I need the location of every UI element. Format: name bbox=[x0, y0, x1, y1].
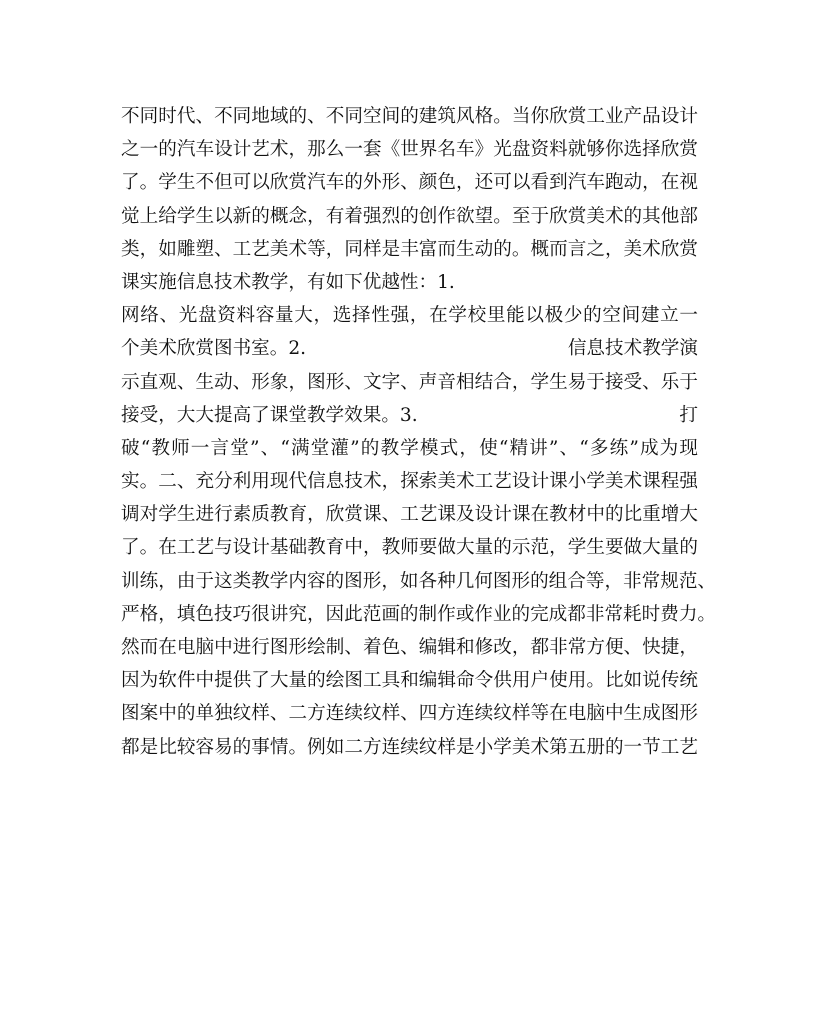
text-line: 破“教师一言堂”、“满堂灌”的教学模式，使“精讲”、“多练”成为现 bbox=[121, 437, 698, 459]
document-body bbox=[121, 104, 717, 768]
text-line-right: 打 bbox=[679, 404, 698, 426]
text-line: 训练，由于这类教学内容的图形，如各种几何图形的组合等，非常规范、 bbox=[121, 570, 717, 592]
text-line: 调对学生进行素质教育，欣赏课、工艺课及设计课在教材中的比重增大 bbox=[121, 504, 698, 526]
text-line: 了。在工艺与设计基础教育中，教师要做大量的示范，学生要做大量的 bbox=[121, 537, 698, 559]
text-line-left: 接受，大大提高了课堂教学效果。3. bbox=[121, 404, 418, 426]
text-line: 图案中的单独纹样、二方连续纹样、四方连续纹样等在电脑中生成图形 bbox=[121, 703, 698, 725]
text-line: 觉上给学生以新的概念，有着强烈的创作欲望。至于欣赏美术的其他部 bbox=[121, 205, 698, 227]
text-line-right: 信息技术教学演 bbox=[567, 338, 698, 360]
text-line: 了。学生不但可以欣赏汽车的外形、颜色，还可以看到汽车跑动，在视 bbox=[121, 172, 698, 194]
text-line: 因为软件中提供了大量的绘图工具和编辑命令供用户使用。比如说传统 bbox=[121, 670, 698, 692]
text-line: 课实施信息技术教学，有如下优越性：1. bbox=[121, 271, 455, 293]
text-line: 都是比较容易的事情。例如二方连续纹样是小学美术第五册的一节工艺 bbox=[121, 736, 698, 758]
text-line: 不同时代、不同地域的、不同空间的建筑风格。当你欣赏工业产品设计 bbox=[121, 106, 698, 127]
text-line: 严格，填色技巧很讲究，因此范画的制作或作业的完成都非常耗时费力。 bbox=[121, 603, 717, 625]
text-line: 实。二、充分利用现代信息技术，探索美术工艺设计课小学美术课程强 bbox=[121, 471, 698, 493]
text-line: 类，如雕塑、工艺美术等，同样是丰富而生动的。概而言之，美术欣赏 bbox=[121, 238, 698, 260]
text-line: 之一的汽车设计艺术，那么一套《世界名车》光盘资料就够你选择欣赏 bbox=[121, 139, 698, 161]
text-line-left: 个美术欣赏图书室。2. bbox=[121, 338, 307, 360]
text-line bbox=[121, 403, 698, 436]
text-line: 示直观、生动、形象，图形、文字、声音相结合，学生易于接受、乐于 bbox=[121, 371, 698, 393]
text-line bbox=[121, 336, 698, 369]
text-line: 然而在电脑中进行图形绘制、着色、编辑和修改，都非常方便、快捷， bbox=[121, 637, 698, 658]
text-line: 网络、光盘资料容量大，选择性强，在学校里能以极少的空间建立一 bbox=[121, 305, 698, 327]
